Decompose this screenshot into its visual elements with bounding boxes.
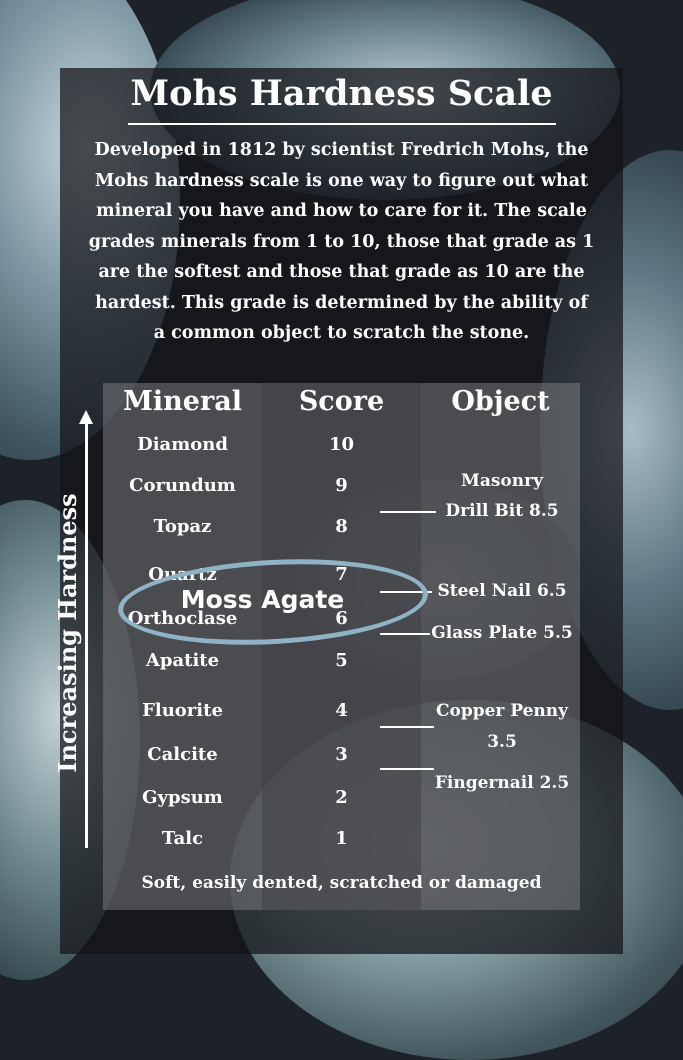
mineral-cell: Quartz	[148, 564, 217, 585]
score-cell: 10	[328, 434, 355, 455]
axis-label: Increasing Hardness	[53, 493, 82, 773]
title-underline	[128, 123, 556, 125]
header-score: Score	[298, 386, 385, 417]
object-label: Masonry	[461, 471, 543, 491]
object-label: 3.5	[487, 732, 517, 752]
mineral-cell: Apatite	[145, 650, 220, 671]
score-cell: 8	[335, 516, 348, 537]
score-cell: 3	[335, 744, 348, 765]
connector-line	[380, 768, 434, 770]
mineral-cell: Topaz	[153, 516, 212, 537]
mineral-cell: Corundum	[129, 475, 236, 496]
intro-line: a common object to scratch the stone.	[153, 323, 530, 343]
object-label: Fingernail 2.5	[434, 773, 570, 793]
object-label: Drill Bit 8.5	[445, 501, 559, 521]
object-label: Steel Nail 6.5	[437, 581, 567, 601]
connector-line	[380, 511, 436, 513]
intro-line: grades minerals from 1 to 10, those that grade as 1	[88, 231, 595, 252]
score-cell: 5	[335, 650, 348, 671]
header-object: Object	[451, 386, 550, 417]
score-cell: 9	[335, 475, 348, 496]
arrow-up-icon	[79, 410, 93, 424]
score-cell: 4	[335, 700, 348, 721]
object-label: Copper Penny	[435, 701, 569, 721]
intro-line: mineral you have and how to care for it. The scale	[96, 201, 587, 221]
mineral-cell: Orthoclase	[127, 608, 238, 629]
intro-line: hardest. This grade is determined by the ability of	[95, 292, 588, 313]
intro-line: are the softest and those that grade as 10 are the	[98, 262, 585, 282]
score-cell: 7	[335, 564, 348, 585]
page-title: Mohs Hardness Scale	[130, 73, 553, 114]
header-mineral: Mineral	[123, 386, 242, 417]
intro-text	[66, 135, 617, 349]
hardness-arrow	[85, 422, 88, 848]
score-cell: 1	[335, 828, 348, 849]
connector-line	[380, 633, 430, 635]
mineral-cell: Diamond	[137, 434, 228, 455]
mineral-cell: Fluorite	[142, 700, 223, 721]
score-cell: 2	[335, 787, 348, 808]
score-cell: 6	[335, 608, 348, 629]
intro-line: Developed in 1812 by scientist Fredrich Mohs, the	[94, 140, 589, 160]
mineral-cell: Calcite	[147, 744, 218, 765]
intro-line: Mohs hardness scale is one way to figure out what	[94, 170, 589, 191]
highlight-label: Moss Agate	[180, 585, 345, 614]
table-footer: Soft, easily dented, scratched or damaged	[141, 873, 542, 893]
mineral-cell: Talc	[161, 828, 204, 849]
mineral-cell: Gypsum	[142, 787, 223, 808]
object-label: Glass Plate 5.5	[431, 623, 573, 643]
connector-line	[380, 726, 434, 728]
